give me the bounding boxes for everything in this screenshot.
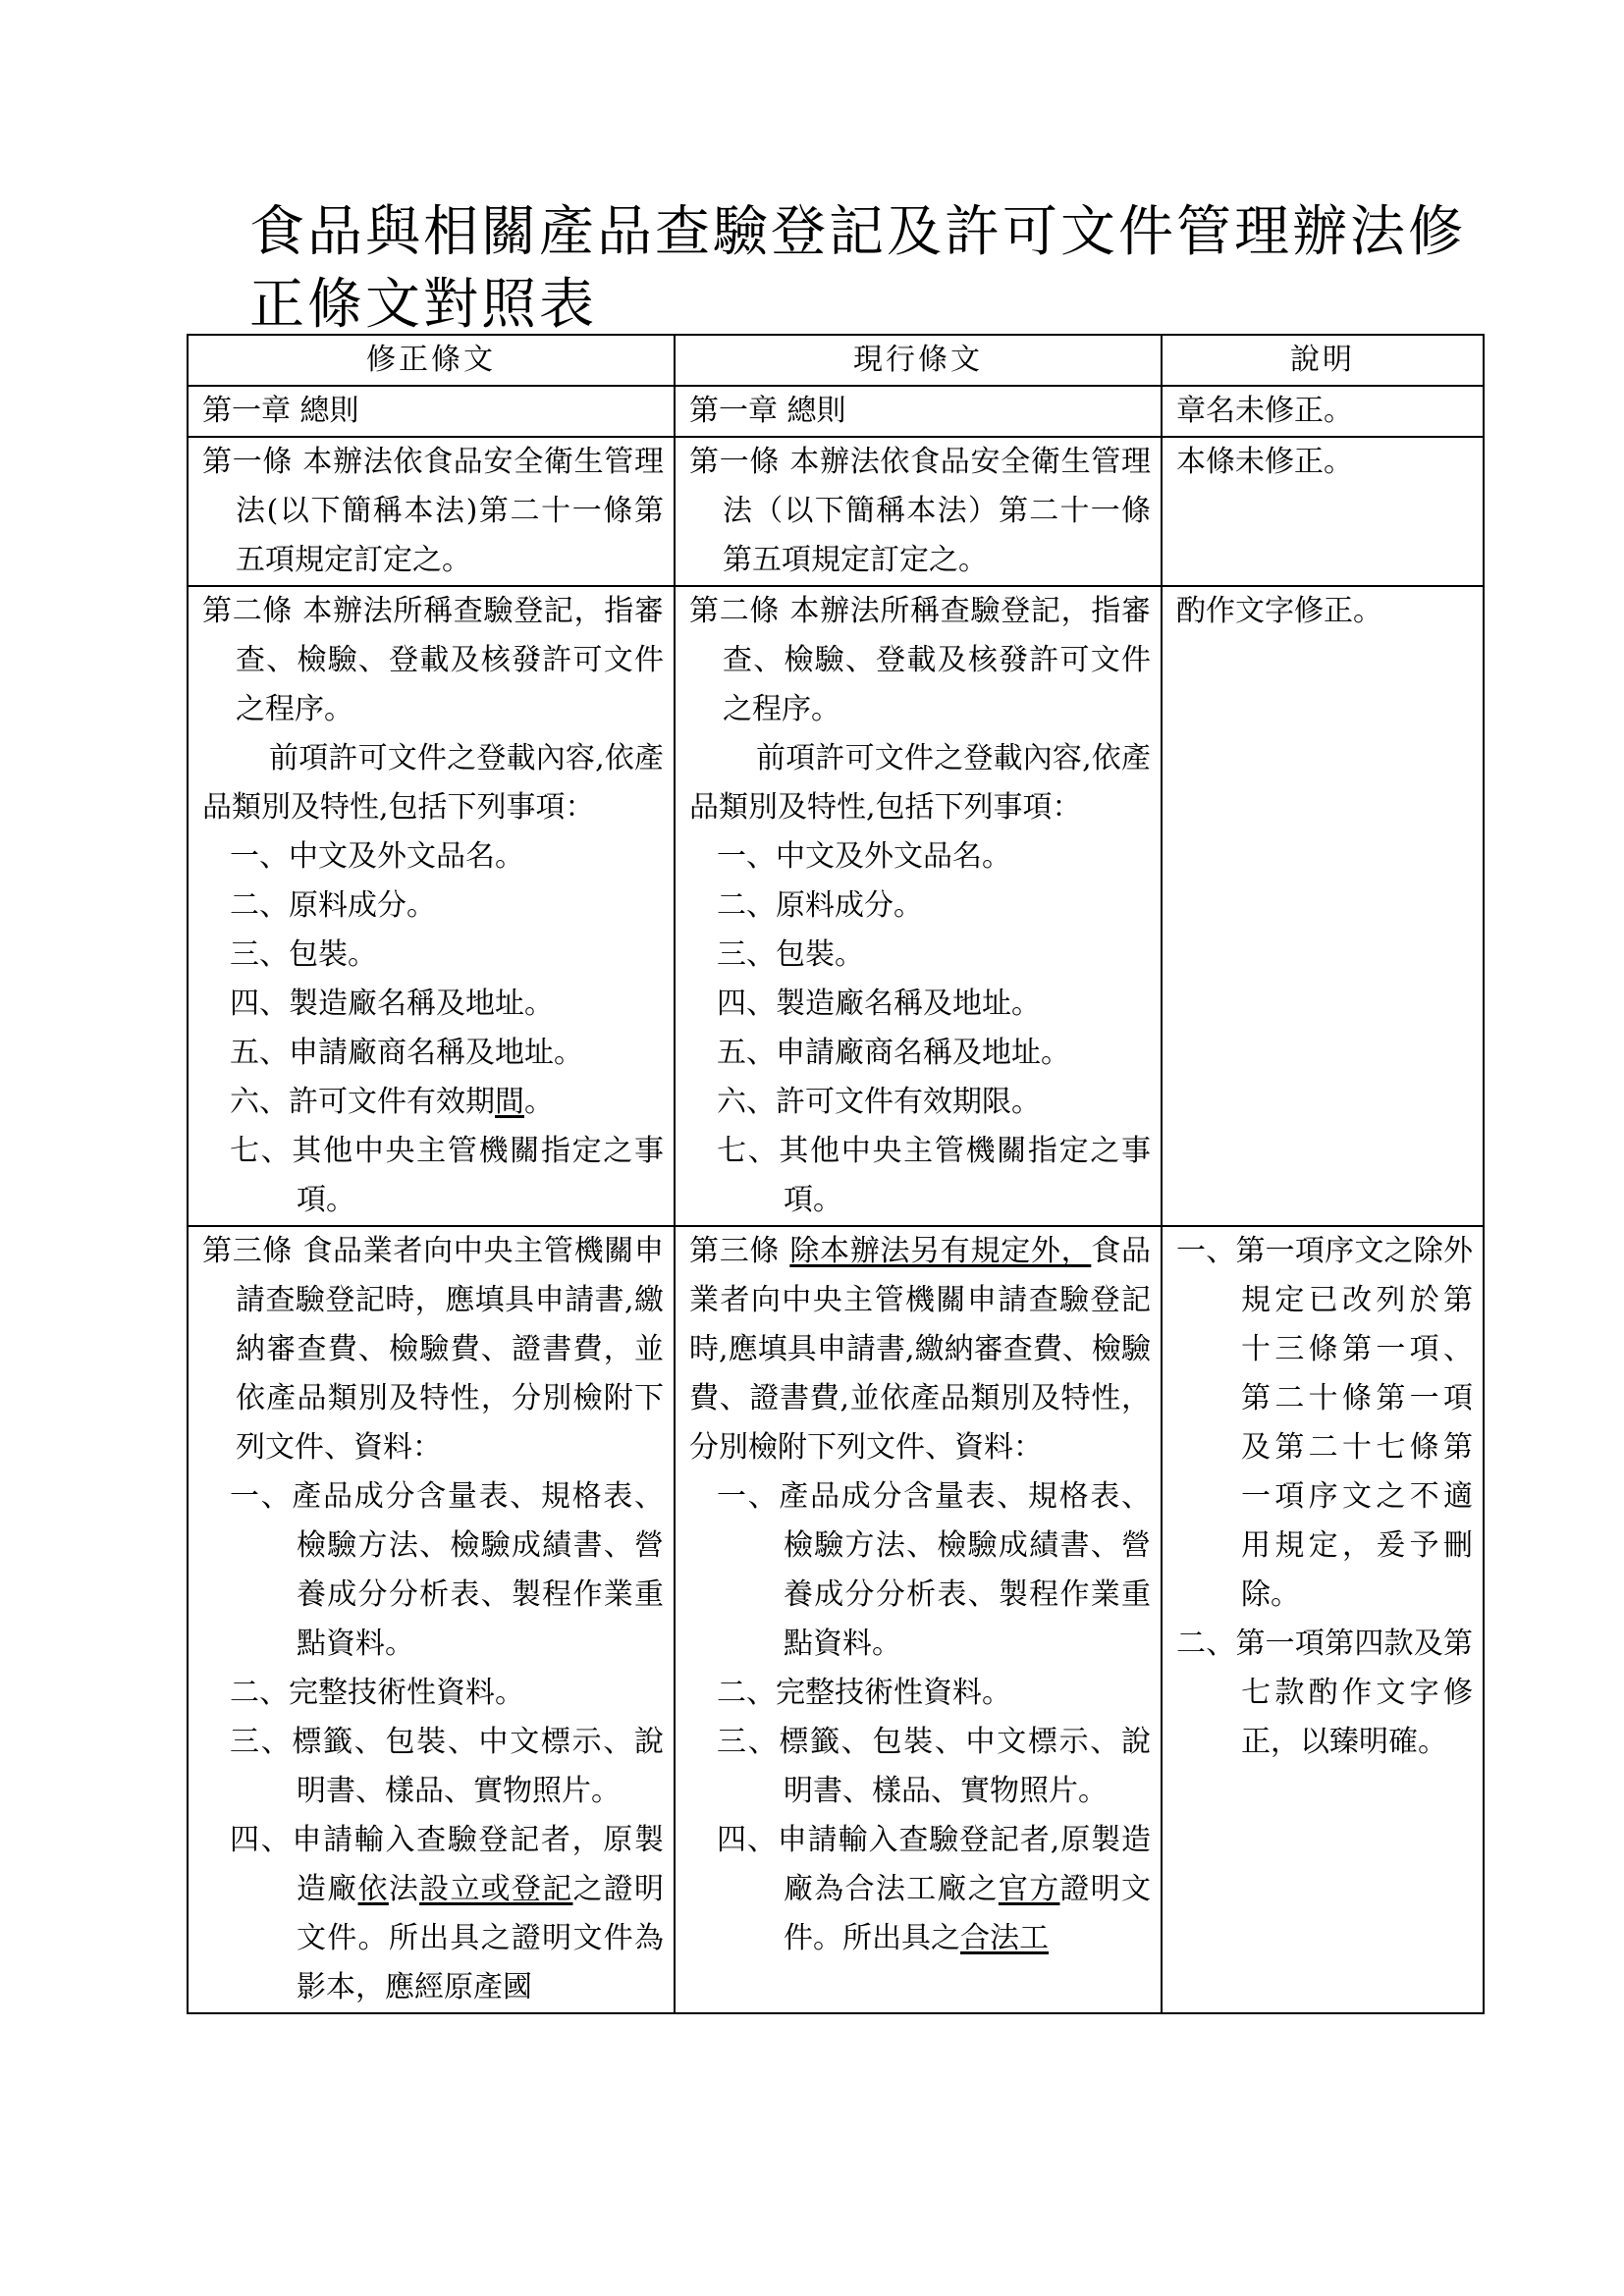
- header-revised: 修正條文: [188, 335, 675, 386]
- article-1-revised: 第一條 本辦法依食品安全衛生管理法(以下簡稱本法)第二十一條第五項規定訂定之。: [188, 437, 675, 586]
- amended-text: 官方: [998, 1872, 1060, 1906]
- article-1-current: 第一條 本辦法依食品安全衛生管理法（以下簡稱本法）第二十一條第五項規定訂定之。: [675, 437, 1162, 586]
- comparison-table: [187, 334, 1485, 2014]
- article-3-note: 一、第一項序文之除外規定已改列於第十三條第一項、第二十條第一項及第二十七條第一項序文之不適用規定，爰予刪除。 二、第一項第四款及第七款酌作文字修正，以臻明確。: [1162, 1226, 1484, 2013]
- amended-text: 合法工: [960, 1921, 1049, 1955]
- document-title: 食品與相關產品查驗登記及許可文件管理辦法修正條文對照表: [249, 200, 1466, 337]
- table-header-row: [188, 335, 1484, 386]
- chapter-revised: 第一章 總則: [188, 386, 675, 437]
- deleted-text: 除本辦法另有規定外，: [789, 1234, 1092, 1268]
- table-row: [188, 386, 1484, 437]
- chapter-current: 第一章 總則: [675, 386, 1162, 437]
- item-4-current: 四、申請輸入查驗登記者,原製造廠為合法工廠之官方證明文件。所出具之合法工: [717, 1823, 1152, 1955]
- chapter-note: 章名未修正。: [1162, 386, 1484, 437]
- article-1-note: 本條未修正。: [1162, 437, 1484, 586]
- header-current: 現行條文: [675, 335, 1162, 386]
- header-note: 說明: [1162, 335, 1484, 386]
- item-4-revised: 四、申請輸入查驗登記者，原製造廠依法設立或登記之證明文件。所出具之證明文件為影本，應經原產國: [230, 1823, 665, 2004]
- amended-text: 間: [495, 1085, 524, 1119]
- article-3-current-preamble: 第三條 除本辦法另有規定外，食品業者向中央主管機關申請查驗登記時,應填具申請書,繳納審查費、檢驗費、證書費,並依產品類別及特性，分別檢附下列文件、資料：: [689, 1234, 1151, 1465]
- article-2-revised: 第二條 本辦法所稱查驗登記，指審查、檢驗、登載及核發許可文件之程序。 前項許可文件之登載內容,依產品類別及特性,包括下列事項： 一、中文及外文品名。 二、原料成分。 三、包裝。 四、製造廠名稱及地址。 五、申請廠商名稱及地址。 六、許可文件有效期間。 七、其他中央主管機關指定之事項。: [188, 586, 675, 1226]
- amended-text: 依: [357, 1872, 389, 1906]
- article-3-current: 第三條 除本辦法另有規定外，食品業者向中央主管機關申請查驗登記時,應填具申請書,繳納審查費、檢驗費、證書費,並依產品類別及特性，分別檢附下列文件、資料： 一、產品成分含量表、規格表、檢驗方法、檢驗成績書、營養成分分析表、製程作業重點資料。 二、完整技術性資料。 三、標籤、包裝、中文標示、說明書、樣品、實物照片。 四、申請輸入查驗登記者,原製造廠為合法工廠之官方證明文件。所出具之合法工: [675, 1226, 1162, 2013]
- article-2-current: 第二條 本辦法所稱查驗登記，指審查、檢驗、登載及核發許可文件之程序。 前項許可文件之登載內容,依產品類別及特性,包括下列事項： 一、中文及外文品名。 二、原料成分。 三、包裝。 四、製造廠名稱及地址。 五、申請廠商名稱及地址。 六、許可文件有效期限。 七、其他中央主管機關指定之事項。: [675, 586, 1162, 1226]
- table-row: [188, 1226, 1484, 2013]
- article-3-revised: 第三條 食品業者向中央主管機關申請查驗登記時，應填具申請書,繳納審查費、檢驗費、證書費，並依產品類別及特性，分別檢附下列文件、資料： 一、產品成分含量表、規格表、檢驗方法、檢驗成績書、營養成分分析表、製程作業重點資料。 二、完整技術性資料。 三、標籤、包裝、中文標示、說明書、樣品、實物照片。 四、申請輸入查驗登記者，原製造廠依法設立或登記之證明文件。所出具之證明文件為影本，應經原產國: [188, 1226, 675, 2013]
- article-2-note: 酌作文字修正。: [1162, 586, 1484, 1226]
- table-row: [188, 586, 1484, 1226]
- item-6-revised: 六、許可文件有效期間。: [230, 1085, 554, 1119]
- table-row: [188, 437, 1484, 586]
- amended-text: 設立或登記: [419, 1872, 573, 1906]
